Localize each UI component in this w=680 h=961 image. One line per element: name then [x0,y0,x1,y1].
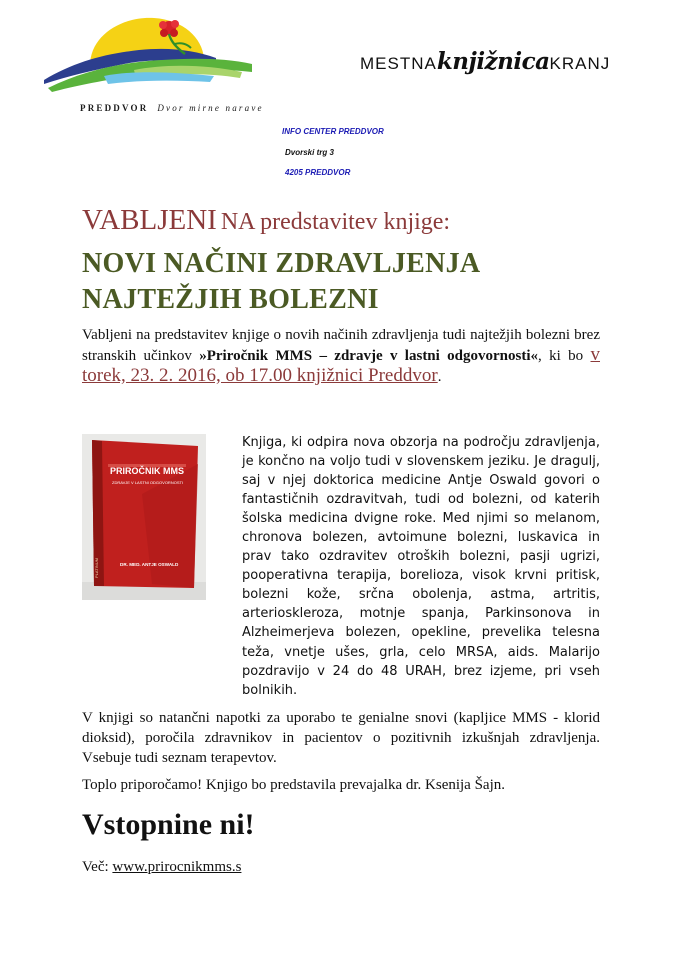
instructions-paragraph: V knjigi so natančni napotki za uporabo te genialne snovi (kapljice MMS - klorid dioksid), poročila zdravnikov in pacientov o pozitivnih izkušnjah zdravljenja. Vsebuje tudi seznam terapevtov. [82,710,600,766]
logo-tagline: PREDDVOR Dvor mirne narave [80,103,264,113]
headline-title-line2: NAJTEŽJIH BOLEZNI [82,284,379,315]
book-cover-subtitle: ZDRAVJE V LASTNI ODGOVORNOSTI [112,480,184,485]
headline-title-line1: NOVI NAČINI ZDRAVLJENJA [82,248,481,279]
intro-paragraph: Vabljeni na predstavitev knjige o novih načinih zdravljenja tudi najtežjih bolezni brez stranskih učinkov »Priročnik MMS – zdravje v lastni odgovornosti«, ki bo v torek, 23. 2. 2016, ob 17.00 knjižnici Preddvor. [82,327,600,386]
admission-notice: Vstopnine ni! [82,808,255,841]
info-center-street: Dvorski trg 3 [285,148,334,157]
book-title: »Priročnik MMS – zdravje v lastni odgovornosti« [199,348,539,364]
book-cover-title: PRIROČNIK MMS [110,466,184,476]
info-center-title: INFO CENTER PREDDVOR [282,127,384,136]
library-logo: MESTNAknjižnicaKRANJ [360,48,611,75]
book-description: Knjiga, ki odpira nova obzorja na področju zdravljenja, je končno na voljo tudi v slovenskem jeziku. Je dragulj, saj v njej doktorica medicine Antje Oswald govori o fantastičnih ozdravitvah, tudi od bolezni, od katerih šolska medicina dvigne roke. Med njimi so melanom, chronova bolezen, avtoimune bolezni, luskavica in prav tako ozdravitev otroških bolezni, pasji ugrizi, pooperativna terapija, borelioza, visok krvni pritisk, bolezni kože, srčna obolenja, astma, artritis, arterioskleroza, motnje spanja, Parkinsonova in Alzheimerjeva bolezen, opekline, prevelika telesna teža, vnetje ušes, grla, celo MRSA, aids. Malarijo pozdravijo v 24 do 48 URAH, brez izjeme, pri vseh bolnikih. [242,435,600,698]
book-cover-image [82,434,206,600]
book-cover-spine: PLATINUM [94,558,99,578]
preddvor-logo [44,14,256,92]
headline-invitation: VABLJENI NA predstavitev knjige: [82,204,451,236]
website-link[interactable]: www.prirocnikmms.s [112,859,242,875]
event-date: v torek, 23. 2. 2016, ob 17.00 knjižnici Preddvor [82,344,600,386]
more-label: Več: [82,859,113,875]
more-info [82,859,241,876]
recommendation-paragraph: Toplo priporočamo! Knjigo bo predstavila prevajalka dr. Ksenija Šajn. [82,777,506,793]
info-center-post: 4205 PREDDVOR [285,168,351,177]
book-cover-author: DR. MED. ANTJE OSWALD [120,562,179,567]
